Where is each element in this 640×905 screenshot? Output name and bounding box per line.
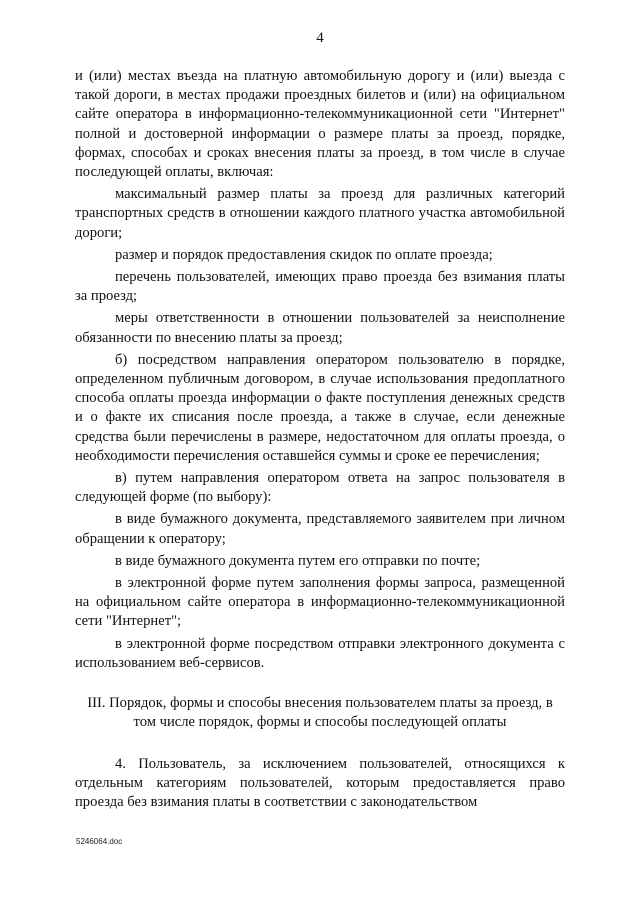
section-heading: III. Порядок, формы и способы внесения пользователем платы за проезд, в том числе порядок, формы и способы последующей оплаты — [87, 695, 553, 731]
paragraph-max-fee: максимальный размер платы за проезд для различных категорий транспортных средств в отношении каждого платного участка автомобильной дороги; — [75, 186, 565, 241]
paragraph-item-b: б) посредством направления оператором пользователю в порядке, определенном публичным договором, в случае использования предоплатного способа оплаты проезда информации о факте поступления денежных средств и о факте их списания после проезда, а также в случае, если денежные средства были перечислены в размере, недостаточном для оплаты проезда, о необходимости перечисления оставшейся суммы и сроке ее перечисления; — [75, 351, 565, 464]
paragraph-item-v: в) путем направления оператором ответа на запрос пользователя в следующей форме (по выбору): — [75, 470, 565, 506]
paragraph-electronic-form: в электронной форме путем заполнения формы запроса, размещенной на официальном сайте оператора в информационно-телекоммуникационной сети "Интернет"; — [75, 575, 565, 630]
paragraph-liability: меры ответственности в отношении пользователей за неисполнение обязанности по внесению платы за проезд; — [75, 310, 565, 346]
paragraph-paper-mail: в виде бумажного документа путем его отправки по почте; — [115, 552, 481, 569]
document-body — [75, 67, 565, 812]
page-number: 4 — [316, 30, 324, 46]
paragraph-electronic-webservice: в электронной форме посредством отправки электронного документа с использованием веб-сервисов. — [75, 635, 565, 671]
paragraph-paper-personal: в виде бумажного документа, представляемого заявителем при личном обращении к оператору; — [75, 511, 565, 547]
paragraph-exempt-users: перечень пользователей, имеющих право проезда без взимания платы за проезд; — [75, 269, 565, 305]
footer-filename: 5246064.doc — [76, 837, 123, 846]
paragraph-intro-continuation: и (или) местах въезда на платную автомобильную дорогу и (или) выезда с такой дороги, в местах продажи проездных билетов и (или) на официальном сайте оператора в информационно-телекоммуникационной сети "Интернет" полной и достоверной информации о размере платы за проезд, порядке, формах, способах и сроках внесения платы за проезд, в том числе в случае последующей оплаты, включая: — [75, 68, 565, 181]
paragraph-discounts: размер и порядок предоставления скидок по оплате проезда; — [115, 246, 493, 263]
paragraph-clause-4: 4. Пользователь, за исключением пользователей, относящихся к отдельным категориям пользователей, которым предоставляется право проезда без взимания платы в соответствии с законодательством — [75, 755, 565, 810]
